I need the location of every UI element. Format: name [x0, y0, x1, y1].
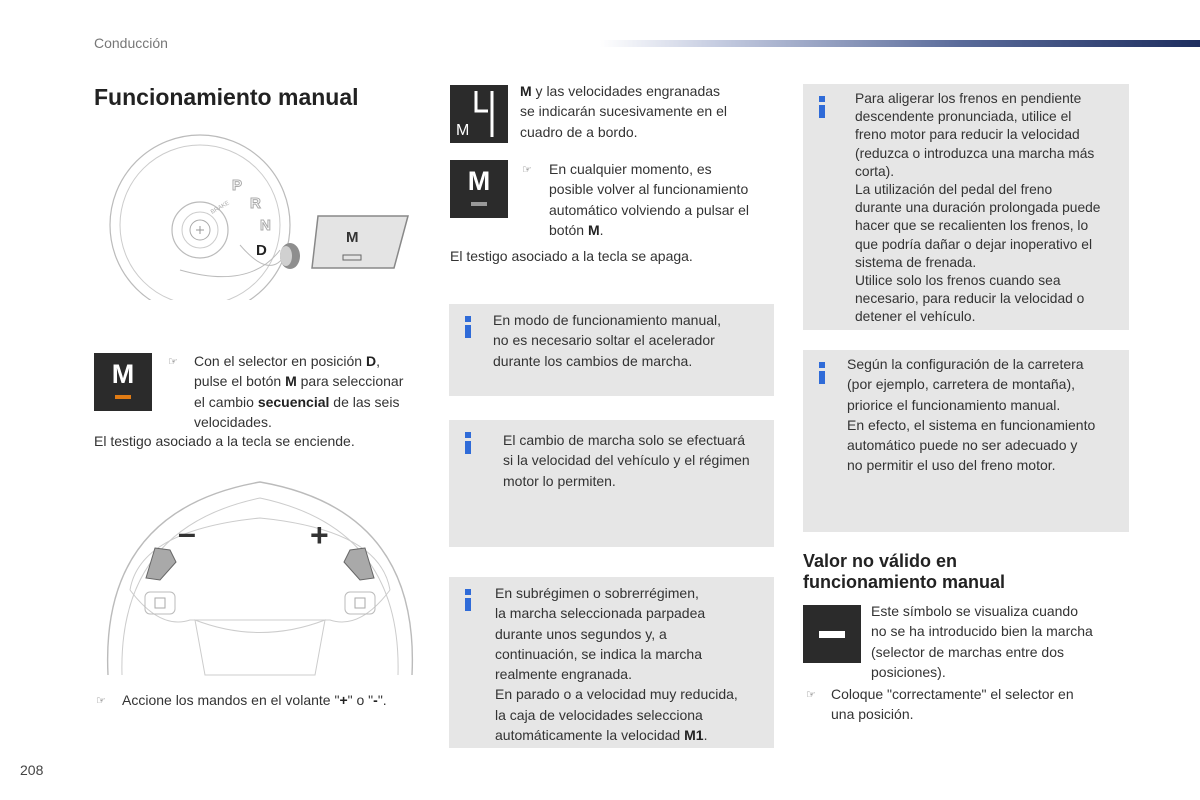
m-key-icon — [94, 353, 152, 411]
paddle-instruction: Accione los mandos en el volante "+" o "-". — [122, 692, 387, 708]
section-title: Conducción — [94, 35, 168, 51]
grey-indicator — [471, 202, 487, 206]
header-gradient-bar — [600, 40, 1200, 47]
gear-selector-illustration — [100, 130, 420, 300]
indicator-off-text: El testigo asociado a la tecla se apaga. — [450, 248, 693, 264]
display-mode: M — [456, 122, 470, 139]
selector-r: R — [250, 195, 261, 212]
reposition-instruction: Coloque "correctamente" el selector en una posición. — [831, 686, 1074, 723]
selector-n: N — [260, 217, 271, 234]
pointer-icon: ☞ — [168, 356, 178, 368]
manual-select-instruction: Con el selector en posición D, pulse el botón M para seleccionar el cambio secuencial de las seis velocidades. — [194, 353, 404, 430]
info-box-rev-limits: En subrégimen o sobrerrégimen, la marcha seleccionada parpadea durante unos segundos y, a continuación, se indica la marcha realmente engranada. En parado o a velocidad muy reducida, la caja de velocidades selecciona automáticamente la velocidad M1. — [449, 577, 774, 748]
paddle-minus-label: – — [178, 515, 196, 551]
info-box-engine-brake: Para aligerar los frenos en pendiente descendente pronunciada, utilice el freno motor para reducir la velocidad (reduzca o introduzca una marcha más corta). La utilización del pedal del freno durante una duración prolongada puede hacer que se recalienten los frenos, lo que podría dañar o dejar inoperativo el sistema de frenada. Utilice solo los frenos cuando sea necesario, para reducir la velocidad o detener el vehículo. — [803, 84, 1129, 330]
page-number: 208 — [20, 762, 44, 778]
selector-p: P — [232, 177, 243, 194]
gear-display-icon — [450, 85, 508, 143]
pointer-icon: ☞ — [96, 695, 106, 707]
m-key-icon — [450, 160, 508, 218]
invalid-symbol-text: Este símbolo se visualiza cuando no se ha introducido bien la marcha (selector de marchas entre dos posiciones). — [871, 603, 1093, 680]
indicator-on-text: El testigo asociado a la tecla se enciende. — [94, 433, 355, 449]
invalid-value-heading: Valor no válido en funcionamiento manual — [803, 551, 1006, 592]
selector-d: D — [256, 242, 267, 259]
m-key-letter: M — [467, 166, 491, 196]
pointer-icon: ☞ — [522, 164, 532, 176]
amber-indicator — [115, 395, 131, 399]
paddle-plus-label: + — [310, 517, 329, 553]
selector-m-button: M — [346, 229, 359, 246]
steering-wheel-illustration — [100, 470, 420, 680]
return-auto-instruction: En cualquier momento, es posible volver al funcionamiento automático volviendo a pulsar el botón M. — [549, 161, 750, 238]
page-title: Funcionamiento manual — [94, 84, 359, 110]
m-key-letter: M — [111, 359, 135, 389]
brake-label: BRAKE — [210, 200, 231, 216]
pointer-icon: ☞ — [806, 689, 816, 701]
info-box-accelerator: En modo de funcionamiento manual, no es necesario soltar el acelerador durante los cambios de marcha. — [449, 304, 774, 396]
info-box-road-config: Según la configuración de la carretera (por ejemplo, carretera de montaña), priorice el funcionamiento manual. En efecto, el sistema en funcionamiento automático puede no ser adecuado y no permitir el uso del freno motor. — [803, 350, 1129, 532]
invalid-gear-symbol-icon — [803, 605, 861, 663]
gear-display-text: M y las velocidades engranadas se indicarán sucesivamente en el cuadro de a bordo. — [520, 83, 728, 140]
info-box-gear-change: El cambio de marcha solo se efectuará si la velocidad del vehículo y el régimen motor lo permiten. — [449, 420, 774, 547]
